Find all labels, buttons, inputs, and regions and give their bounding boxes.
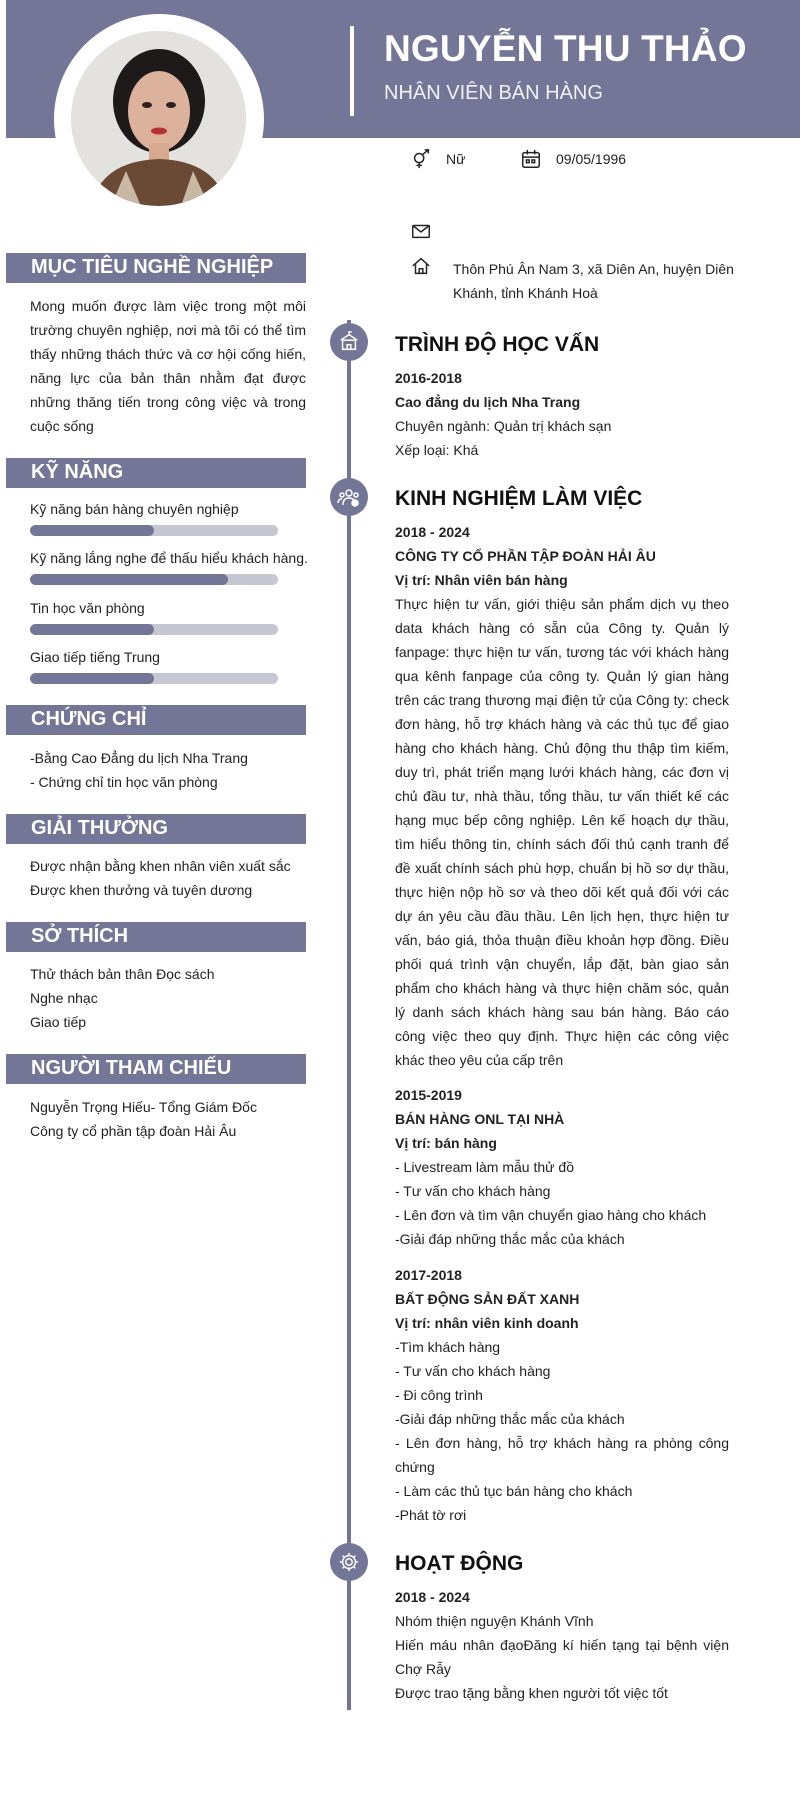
certificates-title: CHỨNG CHỈ <box>31 708 147 730</box>
gear-icon <box>338 1551 360 1573</box>
job-position: Vị trí: nhân viên kinh doanh <box>395 1315 579 1331</box>
skill-label: Giao tiếp tiếng Trung <box>30 649 160 665</box>
calendar-icon <box>520 148 542 170</box>
skill-label: Tin học văn phòng <box>30 600 145 616</box>
job-position: Vị trí: bán hàng <box>395 1135 497 1151</box>
reference-item: Công ty cổ phần tập đoàn Hải Âu <box>30 1123 237 1139</box>
job-duty: -Giải đáp những thắc mắc của khách <box>395 1411 625 1427</box>
address-row <box>410 255 432 277</box>
gender-icon <box>410 148 432 170</box>
education-marker <box>330 323 368 361</box>
references-list <box>30 1095 306 1143</box>
job-duty: - Làm các thủ tục bán hàng cho khách <box>395 1483 633 1499</box>
team-icon <box>337 485 361 509</box>
job-duty: - Tư vấn cho khách hàng <box>395 1363 551 1379</box>
certificates-header <box>6 705 306 735</box>
job-duty: -Phát tờ rơi <box>395 1507 467 1523</box>
avatar <box>71 31 246 206</box>
skill-label: Kỹ năng bán hàng chuyên nghiệp <box>30 501 239 517</box>
job-period: 2015-2019 <box>395 1087 462 1103</box>
timeline-line <box>347 320 351 1710</box>
awards-header <box>6 814 306 844</box>
award-item: Được khen thưởng và tuyên dương <box>30 882 253 898</box>
job-description: Thực hiện tư vấn, giới thiệu sản phẩm dịch vụ theo data khách hàng có sẵn của Công ty. Quản lý fanpage: thực hiện tư vấn, tương tác với khách hàng qua kênh fanpage của công ty. Quản lý gian hàng trên các trang thương mại điện tử của Công ty: check đơn hàng, hỗ trợ khách hàng và các thủ tục để giao hàng cho khách hàng. Chủ động thu thập tìm kiếm, duy trì, phát triển mạng lưới khách hàng, các đơn vị chủ đầu tư, nhà thầu, tổng thầu, tư vấn thiết kế các hạng mục bếp công nghiệp. Lên kế hoạch dự thầu, tìm hiểu thông tin, chính sách đối thủ cạnh tranh để đề xuất chính sách phù hợp, chuẩn bị hồ sơ dự thầu, thực hiện nộp hồ sơ và theo dõi kết quả đối với các dự án yêu cầu đầu thầu. Lên lịch hẹn, thực hiện tư vấn, báo giá, thỏa thuận điều khoản hợp đồng. Điều phối quá trình vận chuyển, lắp đặt, bàn giao sản phẩm cho khách hàng và thực hiện chăm sóc, quản lý danh sách khách hàng sau bán hàng. Báo cáo công việc theo quy định. Thực hiện các công việc khác theo yêu của cấp trên <box>395 596 729 1068</box>
skill-label: Kỹ năng lắng nghe để thấu hiểu khách hàng. <box>30 550 308 566</box>
experience-job-2 <box>395 1083 729 1251</box>
activities-marker <box>330 1543 368 1581</box>
job-duty: -Giải đáp những thắc mắc của khách <box>395 1231 625 1247</box>
school-icon <box>338 331 360 353</box>
experience-title: KINH NGHIỆM LÀM VIỆC <box>395 487 643 510</box>
education-period: 2016-2018 <box>395 370 462 386</box>
job-period: 2017-2018 <box>395 1267 462 1283</box>
skill-bar <box>30 525 278 536</box>
job-period: 2018 - 2024 <box>395 524 470 540</box>
experience-job-1 <box>395 520 729 1072</box>
skill-bar-fill <box>30 525 154 536</box>
activities-title: HOẠT ĐỘNG <box>395 1552 524 1575</box>
hobbies-title: SỞ THÍCH <box>31 925 129 947</box>
certificates-list <box>30 746 306 794</box>
gender-value: Nữ <box>446 151 466 167</box>
hobbies-header <box>6 922 306 952</box>
activity-item: Nhóm thiện nguyện Khánh Vĩnh <box>395 1613 594 1629</box>
job-title: NHÂN VIÊN BÁN HÀNG <box>384 82 603 104</box>
job-company: BẤT ĐỘNG SẢN ĐẤT XANH <box>395 1291 580 1307</box>
education-school: Cao đẳng du lịch Nha Trang <box>395 394 581 410</box>
job-position: Vị trí: Nhân viên bán hàng <box>395 572 568 588</box>
skill-bar-fill <box>30 673 154 684</box>
skill-bar <box>30 574 278 585</box>
objective-header <box>6 253 306 283</box>
skill-bar <box>30 624 278 635</box>
skills-header <box>6 458 306 488</box>
education-grade: Xếp loại: Khá <box>395 442 479 458</box>
skill-bar-fill <box>30 624 154 635</box>
hobby-item: Giao tiếp <box>30 1014 87 1030</box>
birthdate-row <box>520 148 626 170</box>
certificate-item: - Chứng chỉ tin học văn phòng <box>30 774 218 790</box>
birthdate-value: 09/05/1996 <box>556 151 627 167</box>
certificate-item: -Bằng Cao Đẳng du lịch Nha Trang <box>30 750 248 766</box>
home-icon <box>410 255 432 277</box>
education-major: Chuyên ngành: Quản trị khách sạn <box>395 418 612 434</box>
job-duty: - Livestream làm mẫu thử đồ <box>395 1159 574 1175</box>
candidate-name: NGUYỄN THU THẢO <box>384 28 747 69</box>
job-company: CÔNG TY CỔ PHẦN TẬP ĐOÀN HẢI ÂU <box>395 548 656 564</box>
references-header <box>6 1054 306 1084</box>
job-duty: - Lên đơn và tìm vận chuyển giao hàng cho khách <box>395 1207 707 1223</box>
email-row[interactable] <box>410 220 446 242</box>
skill-bar <box>30 673 278 684</box>
avatar-photo-icon <box>71 31 246 206</box>
skills-title: KỸ NĂNG <box>31 461 124 483</box>
job-company: BÁN HÀNG ONL TẠI NHÀ <box>395 1111 565 1127</box>
education-block <box>395 366 729 462</box>
experience-job-3 <box>395 1263 729 1527</box>
hobby-item: Thử thách bản thân Đọc sách <box>30 966 215 982</box>
reference-item: Nguyễn Trọng Hiếu- Tổng Giám Đốc <box>30 1099 257 1115</box>
objective-text: Mong muốn được làm việc trong một môi trường chuyên nghiệp, nơi mà tôi có thể tìm thấy những thách thức và cơ hội cống hiến, năng lực của bản thân nhằm đạt được những thăng tiến trong công việc và trong cuộc sống <box>30 298 306 434</box>
address-value: Thôn Phú Ân Nam 3, xã Diên An, huyện Diên Khánh, tỉnh Khánh Hoà <box>453 261 734 301</box>
activities-period: 2018 - 2024 <box>395 1589 470 1605</box>
job-duty: -Tìm khách hàng <box>395 1339 501 1355</box>
activities-block <box>395 1585 729 1705</box>
education-title: TRÌNH ĐỘ HỌC VẤN <box>395 333 600 356</box>
references-title: NGƯỜI THAM CHIẾU <box>31 1057 232 1079</box>
job-duty: - Tư vấn cho khách hàng <box>395 1183 551 1199</box>
job-duty: - Lên đơn hàng, hỗ trợ khách hàng ra phòng công chứng <box>395 1435 729 1475</box>
gender-row <box>410 148 465 170</box>
skill-bar-fill <box>30 574 228 585</box>
activity-item: Hiến máu nhân đạoĐăng kí hiến tạng tại bệnh viện Chợ Rẫy <box>395 1637 729 1677</box>
hobbies-list <box>30 962 306 1034</box>
award-item: Được nhận bằng khen nhân viên xuất sắc <box>30 858 291 874</box>
objective-title: MỤC TIÊU NGHỀ NGHIỆP <box>31 256 274 278</box>
activity-item: Được trao tặng bằng khen người tốt việc tốt <box>395 1685 668 1701</box>
header-divider <box>350 26 354 116</box>
job-duty: - Đi công trình <box>395 1387 483 1403</box>
awards-title: GIẢI THƯỞNG <box>31 817 168 839</box>
mail-icon <box>410 220 432 242</box>
hobby-item: Nghe nhạc <box>30 990 98 1006</box>
experience-marker <box>330 478 368 516</box>
awards-list <box>30 854 306 902</box>
